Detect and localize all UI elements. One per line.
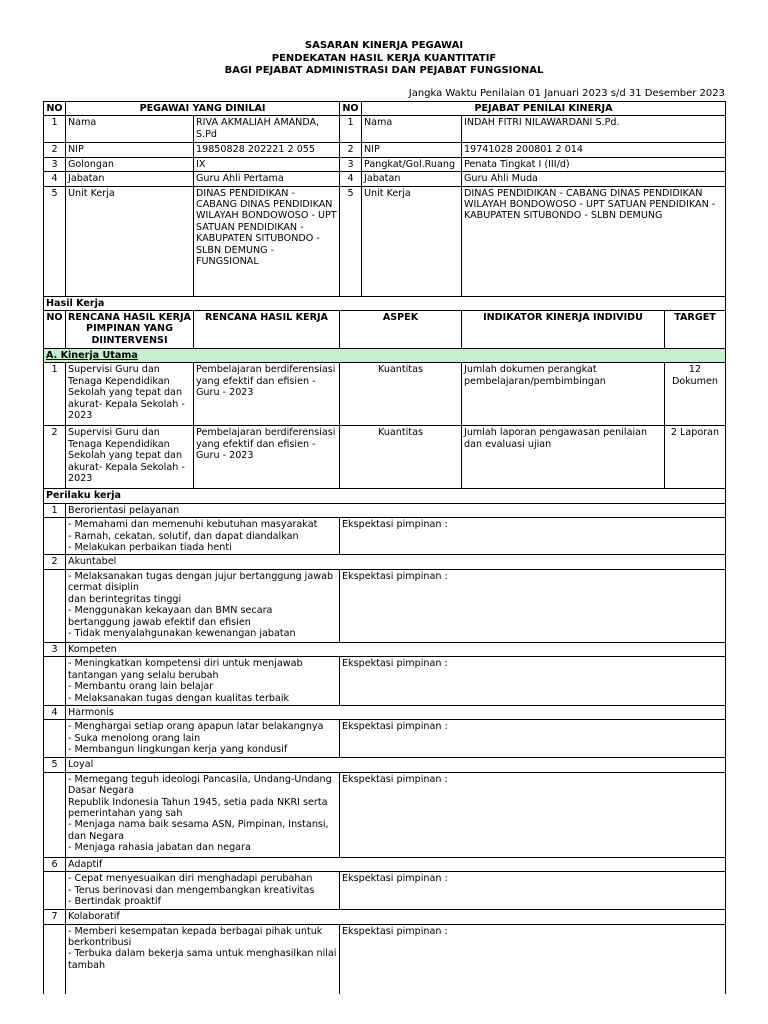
field-label: Unit Kerja: [362, 186, 462, 296]
perilaku-detail-row: [44, 924, 726, 994]
perilaku-name-row: [44, 503, 726, 517]
field-label: Pangkat/Gol.Ruang: [362, 157, 462, 171]
rhk-pimpinan: Supervisi Guru dan Tenaga Kependidikan Sekolah yang tepat dan akurat- Kepala Sekolah - 2023: [66, 426, 194, 489]
col-no: NO: [340, 102, 362, 116]
document-title-block: [43, 40, 725, 78]
rhk: Pembelajaran berdiferensiasi yang efektif dan efisien - Guru - 2023: [194, 426, 340, 489]
perilaku-kerja-label: Perilaku kerja: [44, 489, 726, 503]
empty-cell: [44, 657, 66, 706]
perilaku-name: Akuntabel: [66, 555, 726, 569]
perilaku-name-row: [44, 705, 726, 719]
section-row: [44, 349, 726, 363]
table-row: [44, 363, 726, 426]
row-no: 3: [44, 157, 66, 171]
section-row: [44, 489, 726, 503]
penilai-name: INDAH FITRI NILAWARDANI S.Pd.: [462, 116, 726, 143]
row-no: 7: [44, 910, 66, 924]
perilaku-detail-row: [44, 657, 726, 706]
row-no: 3: [44, 642, 66, 656]
perilaku-name: Berorientasi pelayanan: [66, 503, 726, 517]
field-label: Jabatan: [66, 172, 194, 186]
perilaku-name: Kompeten: [66, 642, 726, 656]
perilaku-name-row: [44, 910, 726, 924]
field-label: NIP: [66, 143, 194, 157]
perilaku-details: - Memahami dan memenuhi kebutuhan masyarakat - Ramah, cekatan, solutif, dan dapat diandalkan - Melakukan perbaikan tiada henti: [66, 518, 340, 555]
col-no: NO: [44, 102, 66, 116]
rhk-pimpinan: Supervisi Guru dan Tenaga Kependidikan Sekolah yang tepat dan akurat- Kepala Sekolah - 2023: [66, 363, 194, 426]
empty-cell: [44, 924, 66, 994]
document-subtitle-2: BAGI PEJABAT ADMINISTRASI DAN PEJABAT FUNGSIONAL: [224, 65, 544, 76]
row-no: 1: [44, 116, 66, 143]
indikator: Jumlah laporan pengawasan penilaian dan evaluasi ujian: [462, 426, 665, 489]
perilaku-name-row: [44, 758, 726, 772]
ekspektasi-pimpinan: Ekspektasi pimpinan :: [340, 872, 726, 910]
assessment-period: Jangka Waktu Penilaian 01 Januari 2023 s/d 31 Desember 2023: [408, 88, 725, 99]
perilaku-detail-row: [44, 772, 726, 857]
document-title: SASARAN KINERJA PEGAWAI: [304, 40, 464, 51]
col-rhk: RENCANA HASIL KERJA: [194, 311, 340, 349]
target: 2 Laporan: [665, 426, 726, 489]
identity-header-row: [44, 102, 726, 116]
col-aspek: ASPEK: [340, 311, 462, 349]
perilaku-detail-row: [44, 872, 726, 910]
row-no: 4: [44, 172, 66, 186]
row-no: 4: [44, 705, 66, 719]
field-label: Nama: [66, 116, 194, 143]
aspek: Kuantitas: [340, 363, 462, 426]
penilai-pangkat: Penata Tingkat I (III/d): [462, 157, 726, 171]
rhk: Pembelajaran berdiferensiasi yang efektif dan efisien - Guru - 2023: [194, 363, 340, 426]
empty-cell: [44, 772, 66, 857]
pegawai-nip: 19850828 202221 2 055: [194, 143, 340, 157]
perilaku-detail-row: [44, 720, 726, 758]
skp-table: [43, 101, 726, 994]
perilaku-detail-row: [44, 518, 726, 555]
row-no: 6: [44, 857, 66, 871]
row-no: 2: [44, 555, 66, 569]
perilaku-details: - Memegang teguh ideologi Pancasila, Undang-Undang Dasar Negara Republik Indonesia Tahun 1945, setia pada NKRI serta pemerintahan yang sah - Menjaga nama baik sesama ASN, Pimpinan, Instansi, dan Negara - Menjaga rahasia jabatan dan negara: [66, 772, 340, 857]
ekspektasi-pimpinan: Ekspektasi pimpinan :: [340, 924, 726, 994]
row-no: 2: [340, 143, 362, 157]
pegawai-jabatan: Guru Ahli Pertama: [194, 172, 340, 186]
pegawai-unit-kerja: DINAS PENDIDIKAN - CABANG DINAS PENDIDIKAN WILAYAH BONDOWOSO - UPT SATUAN PENDIDIKAN - KABUPATEN SITUBONDO - SLBN DEMUNG - FUNGSIONAL: [194, 186, 340, 296]
field-label: Unit Kerja: [66, 186, 194, 296]
identity-row: [44, 186, 726, 296]
row-no: 4: [340, 172, 362, 186]
identity-row: [44, 157, 726, 171]
ekspektasi-pimpinan: Ekspektasi pimpinan :: [340, 518, 726, 555]
hasil-kerja-header-row: [44, 311, 726, 349]
empty-cell: [44, 569, 66, 642]
row-no: 1: [44, 363, 66, 426]
penilai-nip: 19741028 200801 2 014: [462, 143, 726, 157]
perilaku-name-row: [44, 555, 726, 569]
row-no: 1: [44, 503, 66, 517]
empty-cell: [44, 720, 66, 758]
pegawai-golongan: IX: [194, 157, 340, 171]
perilaku-details: - Melaksanakan tugas dengan jujur bertanggung jawab cermat disiplin dan berintegritas tinggi - Menggunakan kekayaan dan BMN secara bertanggung jawab efektif dan efisien - Tidak menyalahgunakan kewenangan jabatan: [66, 569, 340, 642]
perilaku-name: Harmonis: [66, 705, 726, 719]
penilai-unit-kerja: DINAS PENDIDIKAN - CABANG DINAS PENDIDIKAN WILAYAH BONDOWOSO - UPT SATUAN PENDIDIKAN - KABUPATEN SITUBONDO - SLBN DEMUNG: [462, 186, 726, 296]
col-target: TARGET: [665, 311, 726, 349]
empty-cell: [44, 872, 66, 910]
identity-row: [44, 172, 726, 186]
section-row: [44, 296, 726, 310]
document-subtitle: PENDEKATAN HASIL KERJA KUANTITATIF: [271, 52, 497, 64]
field-label: Nama: [362, 116, 462, 143]
aspek: Kuantitas: [340, 426, 462, 489]
ekspektasi-pimpinan: Ekspektasi pimpinan :: [340, 569, 726, 642]
ekspektasi-pimpinan: Ekspektasi pimpinan :: [340, 720, 726, 758]
perilaku-name-row: [44, 642, 726, 656]
table-row: [44, 426, 726, 489]
penilai-jabatan: Guru Ahli Muda: [462, 172, 726, 186]
ekspektasi-pimpinan: Ekspektasi pimpinan :: [340, 657, 726, 706]
row-no: 2: [44, 426, 66, 489]
perilaku-detail-row: [44, 569, 726, 642]
identity-row: [44, 143, 726, 157]
perilaku-name-row: [44, 857, 726, 871]
empty-cell: [44, 518, 66, 555]
kinerja-utama-label: [44, 349, 726, 363]
field-label: Jabatan: [362, 172, 462, 186]
indikator: Jumlah dokumen perangkat pembelajaran/pembimbingan: [462, 363, 665, 426]
pegawai-heading: PEGAWAI YANG DINILAI: [66, 102, 340, 116]
perilaku-name: Adaptif: [66, 857, 726, 871]
perilaku-name: Loyal: [66, 758, 726, 772]
perilaku-details: - Memberi kesempatan kepada berbagai pihak untuk berkontribusi - Terbuka dalam bekerja sama untuk menghasilkan nilai tambah: [66, 924, 340, 994]
row-no: 5: [44, 186, 66, 296]
field-label: NIP: [362, 143, 462, 157]
field-label: Golongan: [66, 157, 194, 171]
target: 12 Dokumen: [665, 363, 726, 426]
row-no: 1: [340, 116, 362, 143]
kinerja-utama-text: A. Kinerja Utama: [46, 350, 138, 362]
ekspektasi-pimpinan: Ekspektasi pimpinan :: [340, 772, 726, 857]
row-no: 2: [44, 143, 66, 157]
perilaku-details: - Cepat menyesuaikan diri menghadapi perubahan - Terus berinovasi dan mengembangkan kreativitas - Bertindak proaktif: [66, 872, 340, 910]
penilai-heading: PEJABAT PENILAI KINERJA: [362, 102, 726, 116]
perilaku-details: - Menghargai setiap orang apapun latar belakangnya - Suka menolong orang lain - Membangun lingkungan kerja yang kondusif: [66, 720, 340, 758]
col-rhk-pimpinan: RENCANA HASIL KERJA PIMPINAN YANG DIINTERVENSI: [66, 311, 194, 349]
col-no: NO: [44, 311, 66, 349]
hasil-kerja-label: Hasil Kerja: [44, 296, 726, 310]
row-no: 5: [340, 186, 362, 296]
col-indikator: INDIKATOR KINERJA INDIVIDU: [462, 311, 665, 349]
row-no: 5: [44, 758, 66, 772]
perilaku-details: - Meningkatkan kompetensi diri untuk menjawab tantangan yang selalu berubah - Membantu orang lain belajar - Melaksanakan tugas dengan kualitas terbaik: [66, 657, 340, 706]
identity-row: [44, 116, 726, 143]
pegawai-name: RIVA AKMALIAH AMANDA, S.Pd: [194, 116, 340, 143]
perilaku-name: Kolaboratif: [66, 910, 726, 924]
row-no: 3: [340, 157, 362, 171]
